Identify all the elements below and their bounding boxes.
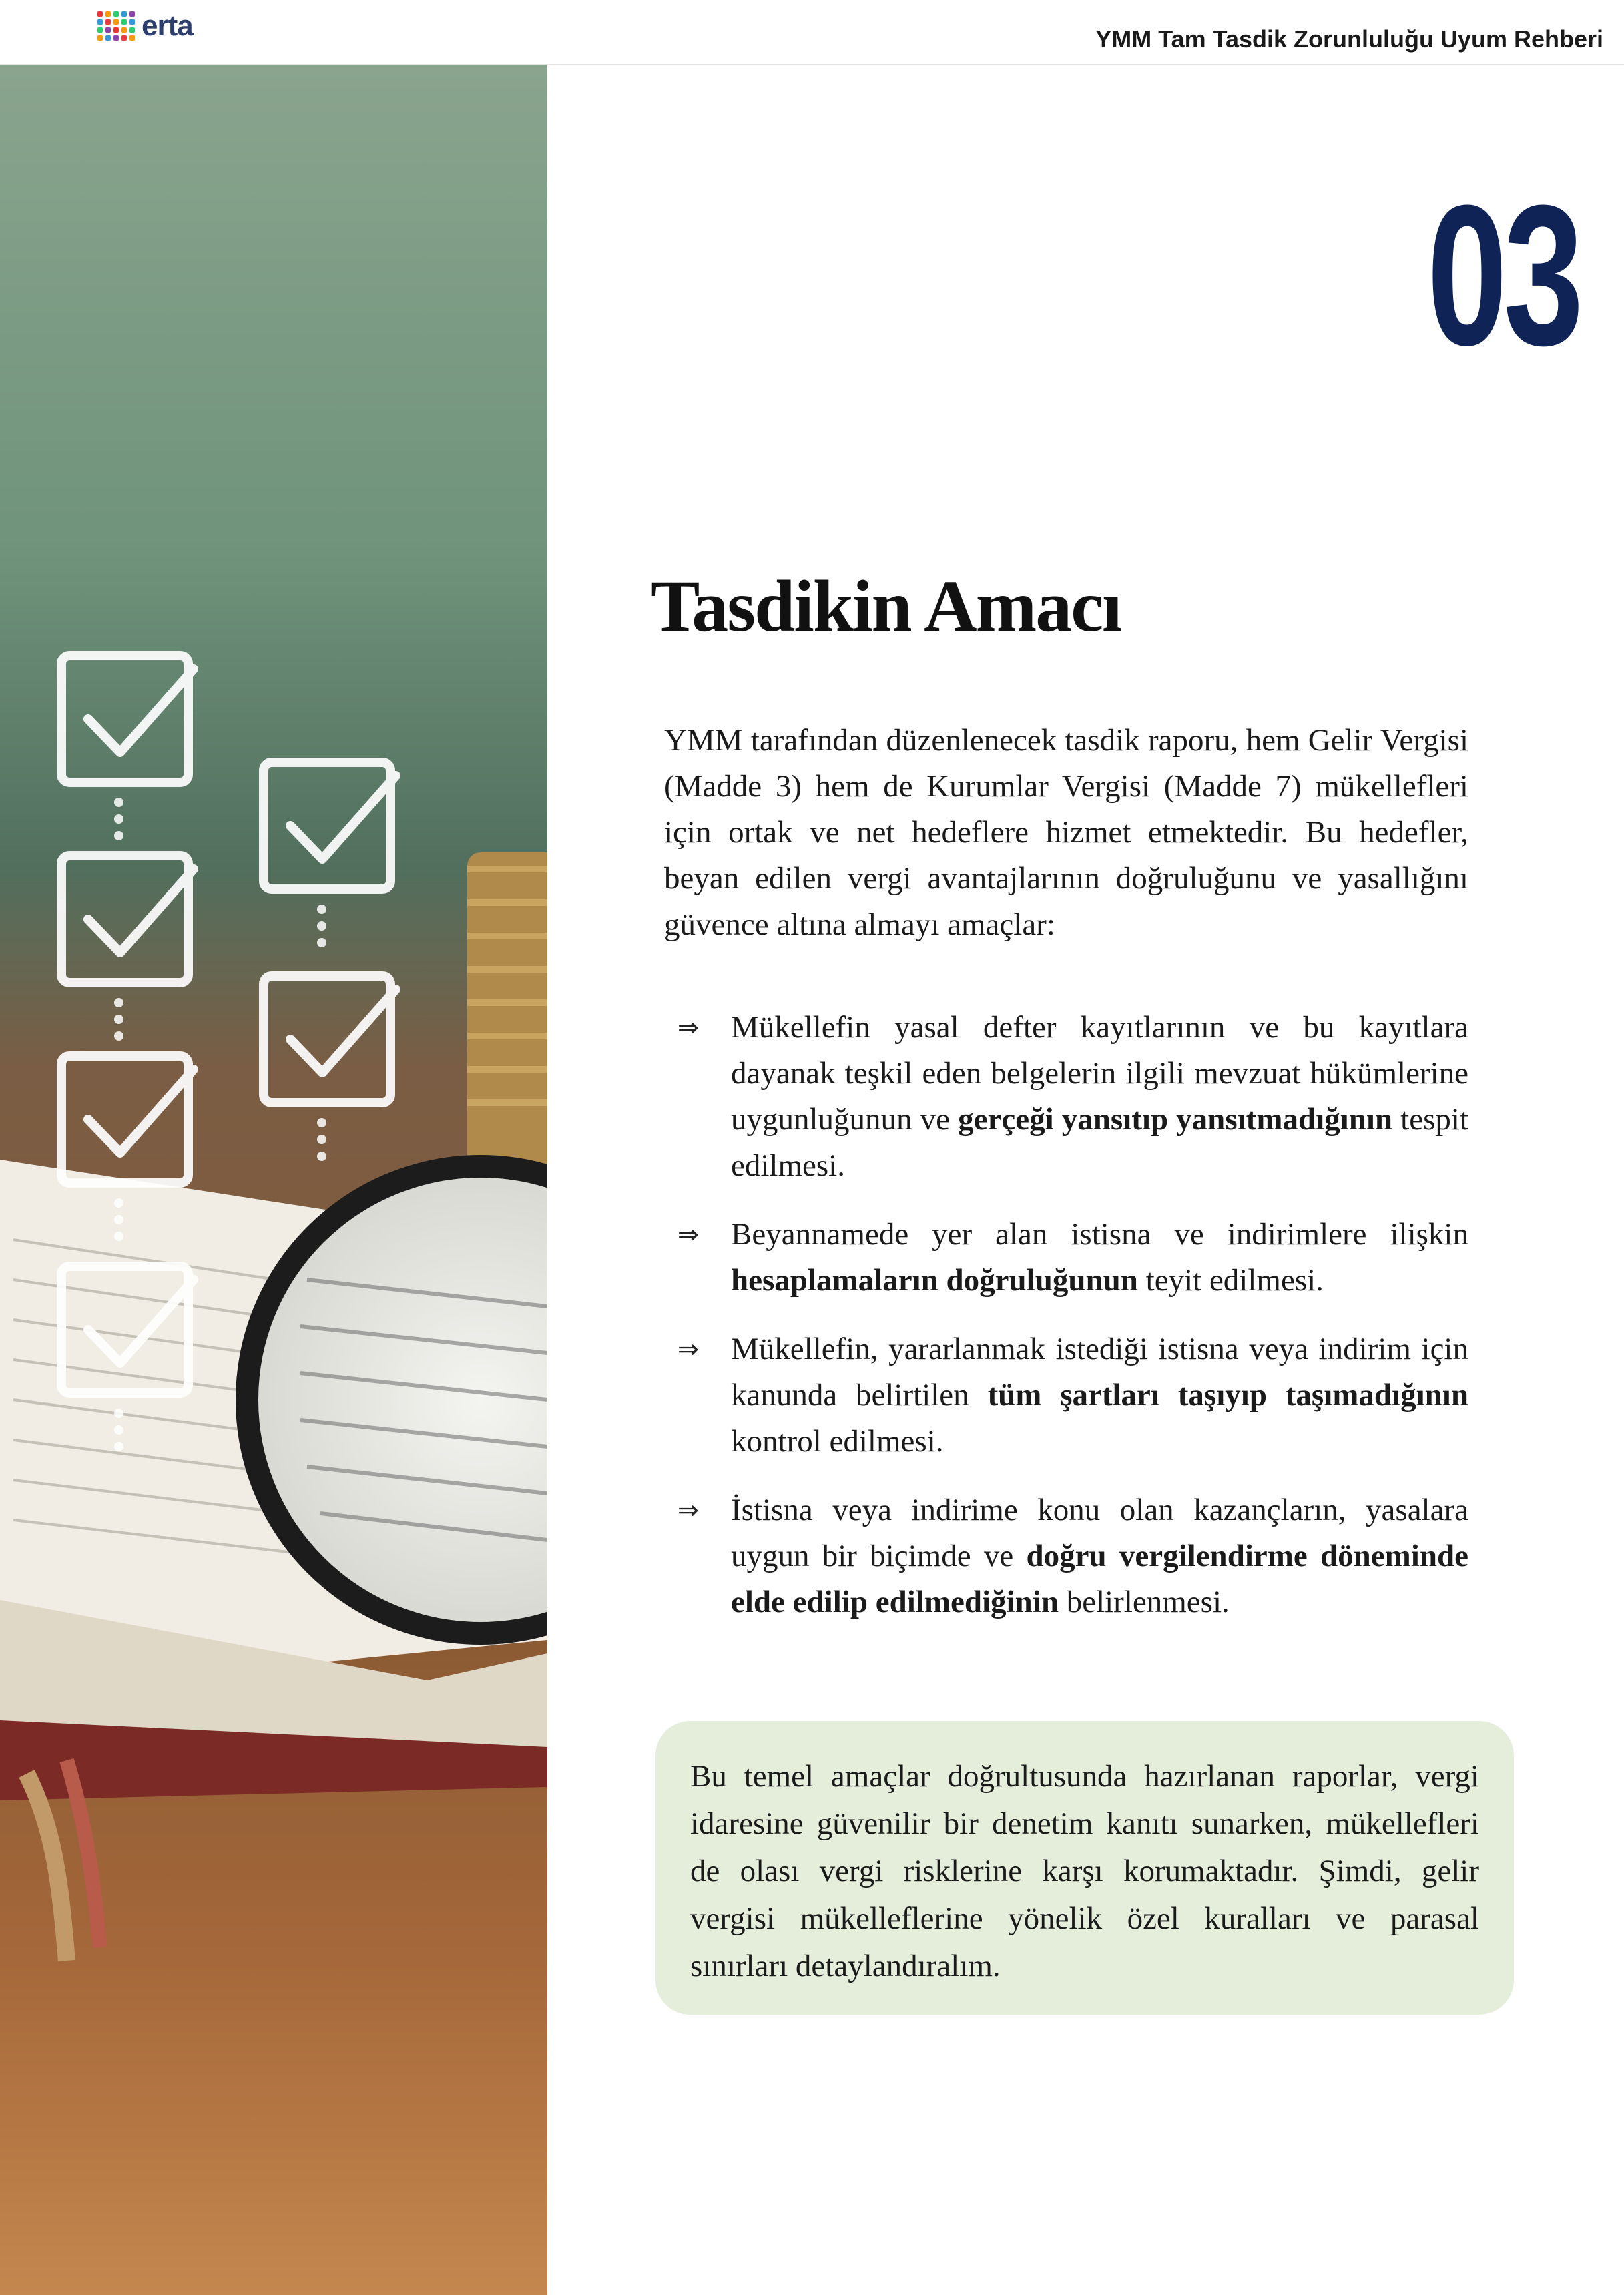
double-arrow-right-icon: ⇒: [678, 1220, 699, 1249]
list-item: ⇒ Mükellefin yasal defter kayıtlarının ve bu kayıtlara dayanak teşkil eden belgelerin ilgili mevzuat hükümlerine uygunluğunun ve gerçeği yansıtıp yansıtmadığının tespit edilmesi.: [678, 1005, 1468, 1189]
list-item: ⇒ Mükellefin, yararlanmak istediği istisna veya indirim için kanunda belirtilen tüm şartları taşıyıp taşımadığının kontrol edilmesi.: [678, 1326, 1468, 1465]
double-arrow-right-icon: ⇒: [678, 1013, 699, 1042]
page-header: [0, 0, 1624, 65]
coin-stack-icon: [467, 852, 547, 1200]
document-title: YMM Tam Tasdik Zorunluluğu Uyum Rehberi: [1095, 25, 1603, 53]
list-item: ⇒ İstisna veya indirime konu olan kazançların, yasalara uygun bir biçimde ve doğru vergilendirme döneminde elde edilip edilmediğinin belirlenmesi.: [678, 1487, 1468, 1625]
chapter-number: 03: [1427, 163, 1580, 387]
intro-paragraph: YMM tarafından düzenlenecek tasdik raporu, hem Gelir Vergisi (Madde 3) hem de Kurumlar Vergisi (Madde 7) mükellefleri için ortak ve net hedeflere hizmet etmektedir. Bu hedefler, beyan edilen vergi avantajlarının doğruluğunu ve yasallığını güvence altına almayı amaçlar:: [664, 723, 1468, 942]
logo-text: erta: [142, 9, 193, 42]
double-arrow-right-icon: ⇒: [678, 1334, 699, 1364]
cover-photo: [0, 65, 547, 2295]
erta-logo: [97, 9, 193, 43]
list-item: ⇒ Beyannamede yer alan istisna ve indirimlere ilişkin hesaplamaların doğruluğunun teyit edilmesi.: [678, 1212, 1468, 1304]
summary-note-box: [655, 1721, 1514, 2015]
double-arrow-right-icon: ⇒: [678, 1495, 699, 1525]
section-title: Tasdikin Amacı: [651, 565, 1121, 647]
summary-note-text: Bu temel amaçlar doğrultusunda hazırlanan raporlar, vergi idaresine güvenilir bir denetim kanıtı sunarken, mükellefleri de olası vergi risklerine karşı korumaktadır. Şimdi, gelir vergisi mükelleflerine yönelik özel kuralları ve parasal sınırları detaylandıralım.: [690, 1759, 1479, 1983]
logo-dot-grid-icon: [97, 11, 135, 41]
objectives-list: [678, 1005, 1468, 1625]
